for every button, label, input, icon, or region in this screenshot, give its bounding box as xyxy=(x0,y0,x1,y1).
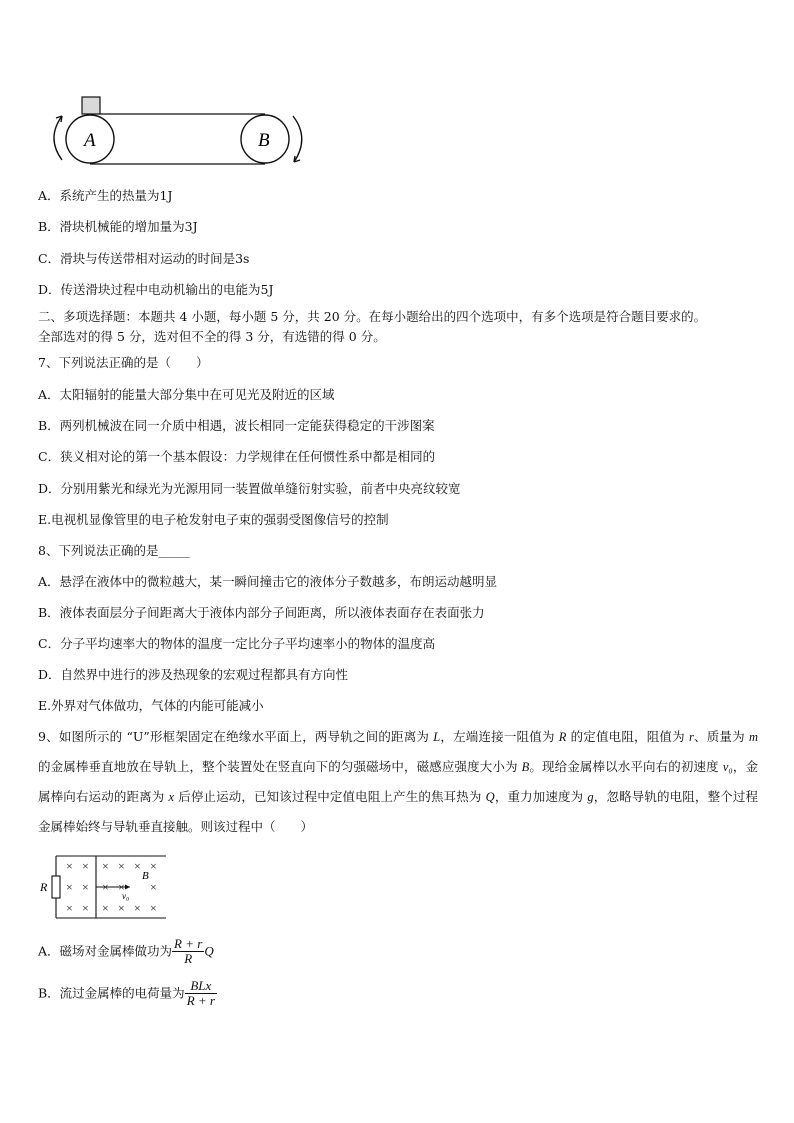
wheel-a-label: A xyxy=(84,130,96,151)
svg-text:×: × xyxy=(118,859,125,873)
q9-text-5: 的金属棒垂直地放在导轨上，整个装置处在竖直向下的匀强磁场中，磁感应强度大小为 xyxy=(38,759,522,774)
svg-text:×: × xyxy=(118,880,125,894)
q6-option-c: C．滑块与传送带相对运动的时间是3s xyxy=(38,251,250,266)
q8-stem: 8、下列说法正确的是_____ xyxy=(38,543,190,558)
svg-text:×: × xyxy=(150,859,157,873)
svg-text:×: × xyxy=(82,859,89,873)
conveyor-belt-figure xyxy=(40,94,315,176)
svg-text:×: × xyxy=(150,901,157,915)
q9-text-2: ，左端连接一阻值为 xyxy=(440,729,559,744)
resistor xyxy=(52,876,60,898)
q9-option-a-tail: Q xyxy=(204,943,214,959)
q7-option-e: E.电视机显像管里的电子枪发射电子束的强弱受图像信号的控制 xyxy=(38,512,389,527)
wheel-b-label: B xyxy=(258,130,270,151)
q8-option-b: B．液体表面层分子间距离大于液体内部分子间距离，所以液体表面存在表面张力 xyxy=(38,605,485,620)
q9-text-8: 后停止运动，已知该过程中定值电阻上产生的焦耳热为 xyxy=(174,789,486,804)
q9-var-l: L xyxy=(433,730,441,744)
q9-text-10: ，忽略导轨的电阻，整个过程金属棒始终与导轨垂直接触。则该过程中（ ） xyxy=(38,789,758,834)
q7-option-c: C．狭义相对论的第一个基本假设：力学规律在任何惯性系中都是相同的 xyxy=(38,449,436,464)
svg-text:×: × xyxy=(66,859,73,873)
field-label: B xyxy=(142,870,149,882)
svg-text:×: × xyxy=(82,901,89,915)
q6-option-d: D．传送滑块过程中电动机输出的电能为5J xyxy=(38,282,274,297)
q9-var-r-big: R xyxy=(558,730,567,744)
svg-text:×: × xyxy=(102,859,109,873)
q9-option-b-den: R + r xyxy=(186,993,215,1008)
q9-var-m: m xyxy=(748,730,758,744)
velocity-label: v₀ xyxy=(122,891,130,901)
svg-text:×: × xyxy=(134,859,141,873)
svg-text:×: × xyxy=(82,880,89,894)
svg-text:×: × xyxy=(150,880,157,894)
q9-var-q: Q xyxy=(485,790,495,804)
q9-var-g: g xyxy=(587,790,594,804)
q6-option-a: A．系统产生的热量为1J xyxy=(38,188,173,203)
q8-option-d: D．自然界中进行的涉及热现象的宏观过程都具有方向性 xyxy=(38,667,349,682)
q9-option-b-num: BLx xyxy=(185,979,217,994)
svg-text:×: × xyxy=(66,901,73,915)
svg-text:×: × xyxy=(118,901,125,915)
section2-line2: 全部选对的得 5 分，选对但不全的得 3 分，有选错的得 0 分。 xyxy=(38,329,386,344)
svg-text:×: × xyxy=(66,880,73,894)
q9-var-v0: v₀ xyxy=(722,760,733,774)
q9-text-4: 、质量为 xyxy=(693,729,749,744)
section2-line1: 二、多项选择题：本题共 4 小题，每小题 5 分，共 20 分。在每小题给出的四个选项中，有多个选项是符合题目要求的。 xyxy=(38,309,707,324)
right-rotation-arrow xyxy=(293,116,302,162)
q7-stem: 7、下列说法正确的是（ ） xyxy=(38,355,209,370)
q9-text-7: ，金属棒向右运动的距离为 xyxy=(38,759,758,804)
q7-option-d: D．分别用紫光和绿光为光源用同一装置做单缝衍射实验，前者中央亮纹较宽 xyxy=(38,481,461,496)
q8-option-a: A．悬浮在液体中的微粒越大，某一瞬间撞击它的液体分子数越多，布朗运动越明显 xyxy=(38,574,498,589)
q9-option-a-fraction xyxy=(172,937,204,966)
q9-option-a xyxy=(38,934,214,969)
q9-option-a-prefix: A．磁场对金属棒做功为 xyxy=(38,943,173,959)
q7-option-a: A．太阳辐射的能量大部分集中在可见光及附近的区域 xyxy=(38,387,335,402)
q8-option-c: C．分子平均速率大的物体的温度一定比分子平均速率小的物体的温度高 xyxy=(38,636,436,651)
q9-text-6: 。现给金属棒以水平向右的初速度 xyxy=(529,759,723,774)
q9-text-1: 9、如图所示的 “U”形框架固定在绝缘水平面上，两导轨之间的距离为 xyxy=(38,729,434,744)
q9-var-x: x xyxy=(168,790,175,804)
q9-stem xyxy=(38,722,758,841)
q9-text-3: 的定值电阻，阻值为 xyxy=(566,729,689,744)
q6-option-b: B．滑块机械能的增加量为3J xyxy=(38,219,198,234)
resistor-label: R xyxy=(40,880,48,894)
q7-option-b: B．两列机械波在同一介质中相遇，波长相同一定能获得稳定的干涉图案 xyxy=(38,418,435,433)
q9-option-a-num: R + r xyxy=(174,936,203,951)
u-frame-figure xyxy=(38,852,170,924)
left-rotation-arrow xyxy=(54,116,62,160)
q9-option-b xyxy=(38,976,217,1011)
svg-text:×: × xyxy=(102,901,109,915)
q9-option-b-fraction xyxy=(185,979,217,1008)
q9-option-a-den: R xyxy=(184,951,193,966)
q9-var-b: B xyxy=(521,760,530,774)
svg-text:×: × xyxy=(102,880,109,894)
q9-option-b-prefix: B．流过金属棒的电荷量为 xyxy=(38,985,185,1001)
q9-text-9: ，重力加速度为 xyxy=(494,789,588,804)
q9-var-r-small: r xyxy=(688,730,694,744)
q8-option-e: E.外界对气体做功，气体的内能可能减小 xyxy=(38,698,264,713)
slider-block xyxy=(82,97,100,114)
svg-text:×: × xyxy=(134,901,141,915)
